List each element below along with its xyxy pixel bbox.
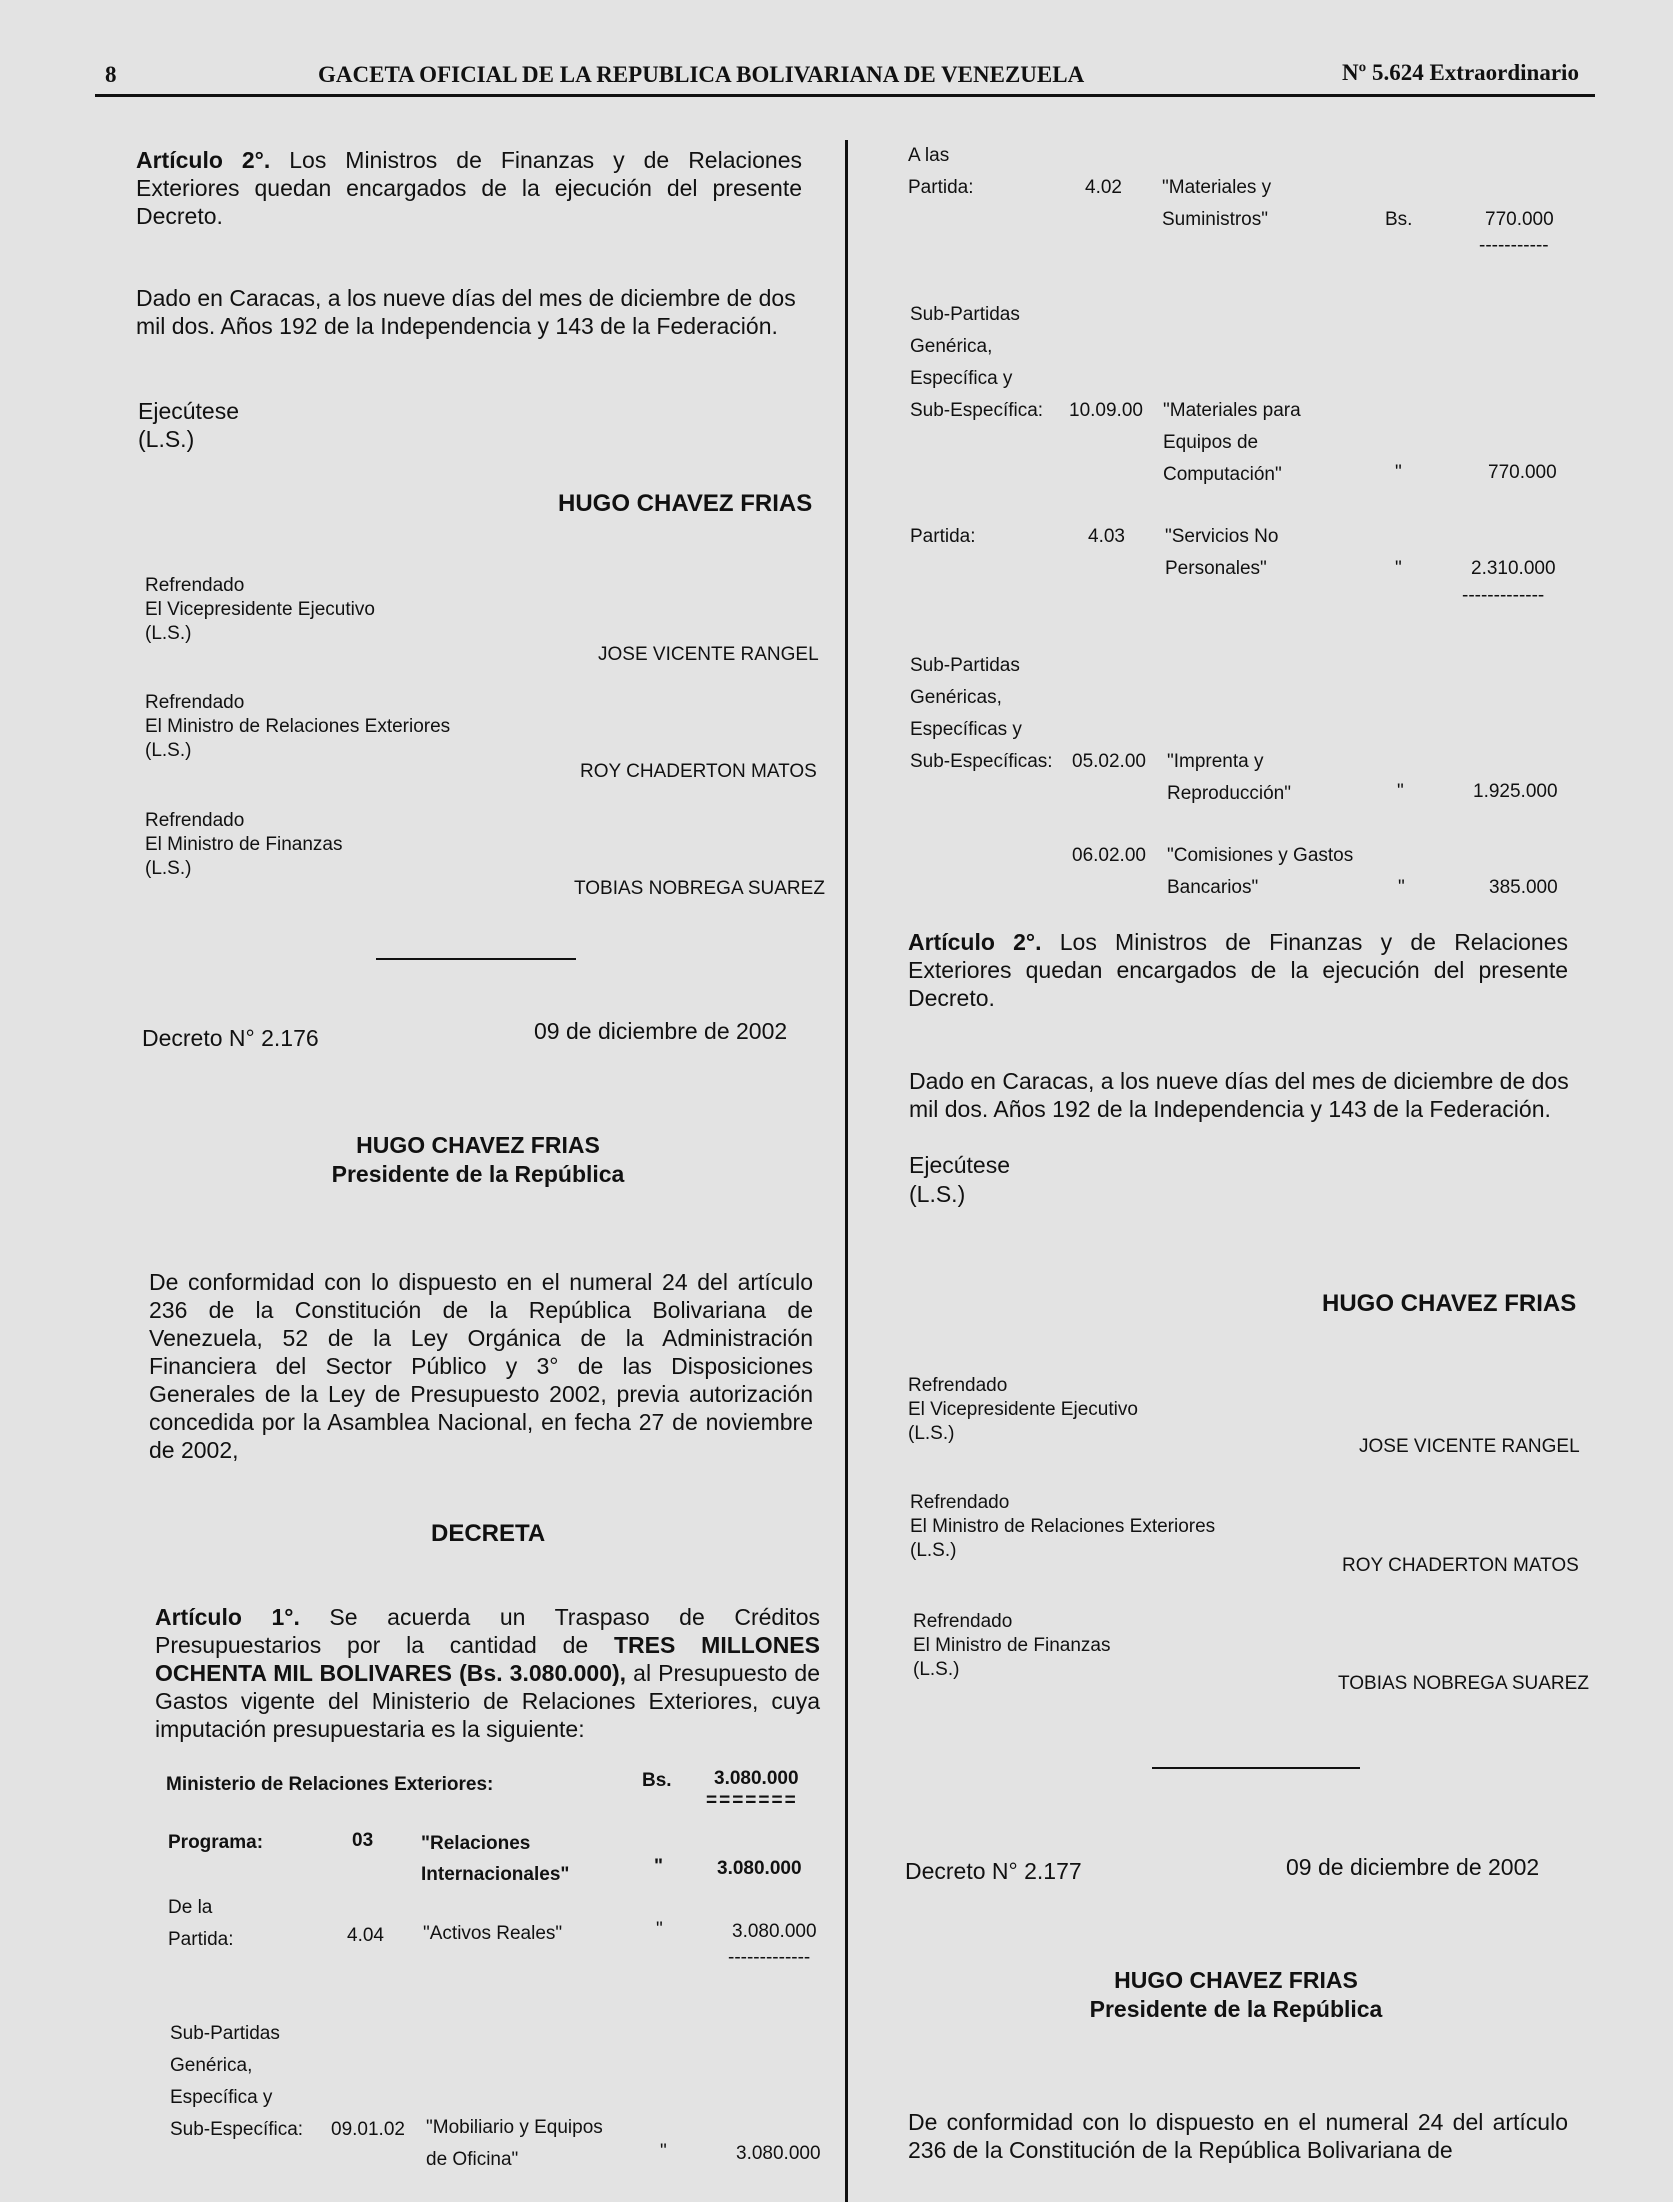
right-dado <box>909 1067 1574 1123</box>
article-amount: TRES MILLONES OCHENTA MIL BOLIVARES (Bs. 3.080.000), <box>155 1632 820 1686</box>
subtotal-dashes: ----------- <box>1479 235 1549 256</box>
countersign-vp: Refrendado El Vicepresidente Ejecutivo (L.S.) <box>145 575 375 644</box>
partida-code: 4.03 <box>1088 526 1125 547</box>
article-label: Artículo 2°. <box>908 929 1042 955</box>
president-heading: HUGO CHAVEZ FRIAS Presidente de la República <box>1089 1967 1383 2022</box>
section-separator <box>376 958 576 960</box>
countersign-foreign: Refrendado El Ministro de Relaciones Exteriores (L.S.) <box>910 1492 1216 1561</box>
vp-name: JOSE VICENTE RANGEL <box>598 644 819 665</box>
a-las-label: A las <box>908 145 950 166</box>
subtotal-dashes: ------------- <box>1462 585 1545 606</box>
decree-number: Decreto N° 2.177 <box>905 1858 1082 1884</box>
programa-code: 03 <box>352 1830 374 1851</box>
subpartida-code: 05.02.00 <box>1072 751 1146 772</box>
subpartida-amount: 3.080.000 <box>736 2143 821 2164</box>
countersign-finance: Refrendado El Ministro de Finanzas (L.S.) <box>913 1611 1111 1680</box>
subpartida-amount: 770.000 <box>1488 462 1557 483</box>
partida-amount: 770.000 <box>1485 209 1554 230</box>
conformidad <box>149 1268 813 1464</box>
countersign-vp: Refrendado El Vicepresidente Ejecutivo (L.S.) <box>908 1375 1138 1444</box>
decree-date: 09 de diciembre de 2002 <box>534 1018 788 1044</box>
conformidad <box>908 2108 1568 2164</box>
article-text: Se acuerda un Traspaso de Créditos Presupuestarios por la cantidad de <box>155 1604 820 1658</box>
partida-desc: "Activos Reales" <box>423 1923 563 1944</box>
partida-label: Partida: <box>168 1929 234 1950</box>
ditto-mark: " <box>660 2141 667 2162</box>
left-dado <box>136 284 808 340</box>
subpartida-amount: 1.925.000 <box>1473 781 1558 802</box>
article-label: Artículo 1°. <box>155 1604 300 1630</box>
ditto-mark: " <box>1397 781 1404 802</box>
left-article-2 <box>136 146 802 230</box>
ejecutese: Ejecútese <box>138 398 240 424</box>
subpartida-desc: "Imprenta y Reproducción" <box>1167 751 1291 804</box>
article-text: Los Ministros de Finanzas y de Relaciones Exteriores quedan encargados de la ejecución del presente Decreto. <box>136 147 802 229</box>
finance-minister-name: TOBIAS NOBREGA SUAREZ <box>574 878 825 899</box>
subpartida-label: Sub-Partidas Genérica, Específica y Sub-Específica: <box>170 2023 304 2140</box>
programa-label: Programa: <box>168 1832 264 1853</box>
finance-minister-name: TOBIAS NOBREGA SUAREZ <box>1338 1673 1589 1694</box>
article-text: Los Ministros de Finanzas y de Relaciones Exteriores quedan encargados de la ejecución del presente Decreto. <box>908 929 1568 1011</box>
ditto-mark: " <box>1395 558 1402 579</box>
partida-code: 4.04 <box>347 1925 384 1946</box>
dado-text: Dado en Caracas, a los nueve días del mes de diciembre de dos mil dos. Años 192 de la Independencia y 143 de la Federación. <box>909 1068 1569 1122</box>
subpartida-label: Sub-Partidas Genérica, Específica y Sub-Específica: <box>910 304 1044 421</box>
subpartida-desc: "Comisiones y Gastos Bancarios" <box>1167 845 1354 898</box>
currency-label: Bs. <box>1385 209 1413 230</box>
header-rule <box>95 94 1595 97</box>
vp-name: JOSE VICENTE RANGEL <box>1359 1436 1580 1457</box>
partida-label: Partida: <box>910 526 976 547</box>
dado-text: Dado en Caracas, a los nueve días del mes de diciembre de dos mil dos. Años 192 de la Independencia y 143 de la Federación. <box>136 285 796 339</box>
gazette-title: GACETA OFICIAL DE LA REPUBLICA BOLIVARIANA DE VENEZUELA <box>318 62 1085 87</box>
ejecutese: Ejecútese <box>909 1152 1011 1178</box>
subpartida-label: Sub-Partidas Genéricas, Específicas y Sub-Específicas: <box>910 655 1053 772</box>
article-label: Artículo 2°. <box>136 147 271 173</box>
partida-label: Partida: <box>908 177 974 198</box>
subpartida-desc: "Materiales para Equipos de Computación" <box>1163 400 1301 485</box>
ditto-mark: " <box>1398 877 1405 898</box>
right-article-2 <box>908 928 1568 1012</box>
ditto-mark: " <box>1395 462 1402 483</box>
president-heading: HUGO CHAVEZ FRIAS Presidente de la República <box>331 1132 625 1187</box>
president-signature: HUGO CHAVEZ FRIAS <box>558 490 813 517</box>
partida-desc: "Servicios No Personales" <box>1165 526 1279 579</box>
countersign-finance: Refrendado El Ministro de Finanzas (L.S.) <box>145 810 343 879</box>
decree-date: 09 de diciembre de 2002 <box>1286 1854 1540 1880</box>
subtotal-dashes: ------------- <box>728 1947 811 1968</box>
decreta-heading: DECRETA <box>431 1520 546 1547</box>
issue-number: Nº 5.624 Extraordinario <box>1342 60 1579 85</box>
programa-amount: 3.080.000 <box>717 1858 802 1879</box>
partida-amount: 3.080.000 <box>732 1921 817 1942</box>
de-la-label: De la <box>168 1897 213 1918</box>
foreign-minister-name: ROY CHADERTON MATOS <box>580 761 817 782</box>
total-amount: 3.080.000 <box>714 1768 799 1789</box>
page-number: 8 <box>105 62 117 87</box>
partida-amount: 2.310.000 <box>1471 558 1556 579</box>
ministry-label: Ministerio de Relaciones Exteriores: <box>166 1774 494 1795</box>
ditto-mark: " <box>656 1919 663 1940</box>
conformidad-text: De conformidad con lo dispuesto en el numeral 24 del artículo 236 de la Constitución de la República Bolivariana de Venezuela, 52 de la Ley Orgánica de la Administración Financiera del Sector Público y 3° de las Disposiciones Generales de la Ley de Presupuesto 2002, previa autorización concedida por la Asamblea Nacional, en fecha 27 de noviembre de 2002, <box>149 1269 813 1463</box>
section-separator <box>1152 1767 1360 1769</box>
ditto-mark: " <box>654 1856 664 1877</box>
countersign-foreign: Refrendado El Ministro de Relaciones Exteriores (L.S.) <box>145 692 451 761</box>
subpartida-amount: 385.000 <box>1489 877 1558 898</box>
left-article-1 <box>155 1603 820 1743</box>
subpartida-code: 09.01.02 <box>331 2119 405 2140</box>
subpartida-desc: "Mobiliario y Equipos de Oficina" <box>426 2117 603 2170</box>
subpartida-code: 10.09.00 <box>1069 400 1143 421</box>
partida-code: 4.02 <box>1085 177 1122 198</box>
ls-seal: (L.S.) <box>909 1181 966 1207</box>
president-signature: HUGO CHAVEZ FRIAS <box>1322 1290 1577 1317</box>
decree-number: Decreto N° 2.176 <box>142 1025 319 1051</box>
subpartida-code: 06.02.00 <box>1072 845 1146 866</box>
column-divider <box>845 140 848 2202</box>
currency-label: Bs. <box>642 1770 672 1791</box>
conformidad-text: De conformidad con lo dispuesto en el numeral 24 del artículo 236 de la Constitución de la República Bolivariana de <box>908 2109 1568 2163</box>
ls-seal: (L.S.) <box>138 426 195 452</box>
partida-desc: "Materiales y Suministros" <box>1162 177 1272 230</box>
foreign-minister-name: ROY CHADERTON MATOS <box>1342 1555 1579 1576</box>
total-underline: ======= <box>706 1790 798 1811</box>
programa-desc: "Relaciones Internacionales" <box>421 1833 570 1885</box>
article-text: al Presupuesto de Gastos vigente del Ministerio de Relaciones Exteriores, cuya imputación presupuestaria es la siguiente: <box>155 1660 820 1742</box>
